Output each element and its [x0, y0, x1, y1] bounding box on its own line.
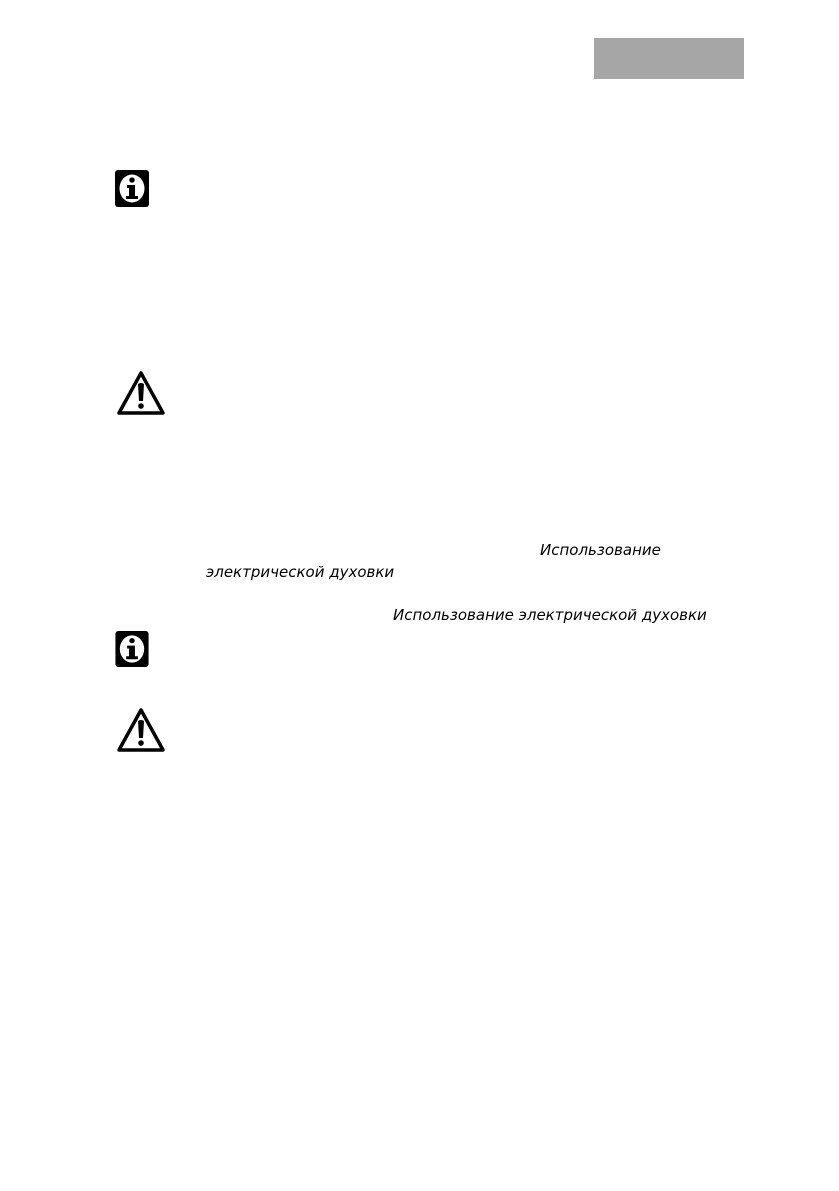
warning-icon	[116, 370, 166, 416]
oven-usage-reference: Использование	[540, 541, 661, 559]
header-tab	[594, 38, 744, 79]
oven-usage-reference-2: Использование электрической духовки	[393, 606, 707, 624]
info-icon	[114, 630, 150, 668]
info-icon	[114, 169, 150, 208]
warning-icon	[116, 707, 166, 753]
oven-usage-reference-continued: электрической духовки	[206, 563, 395, 581]
